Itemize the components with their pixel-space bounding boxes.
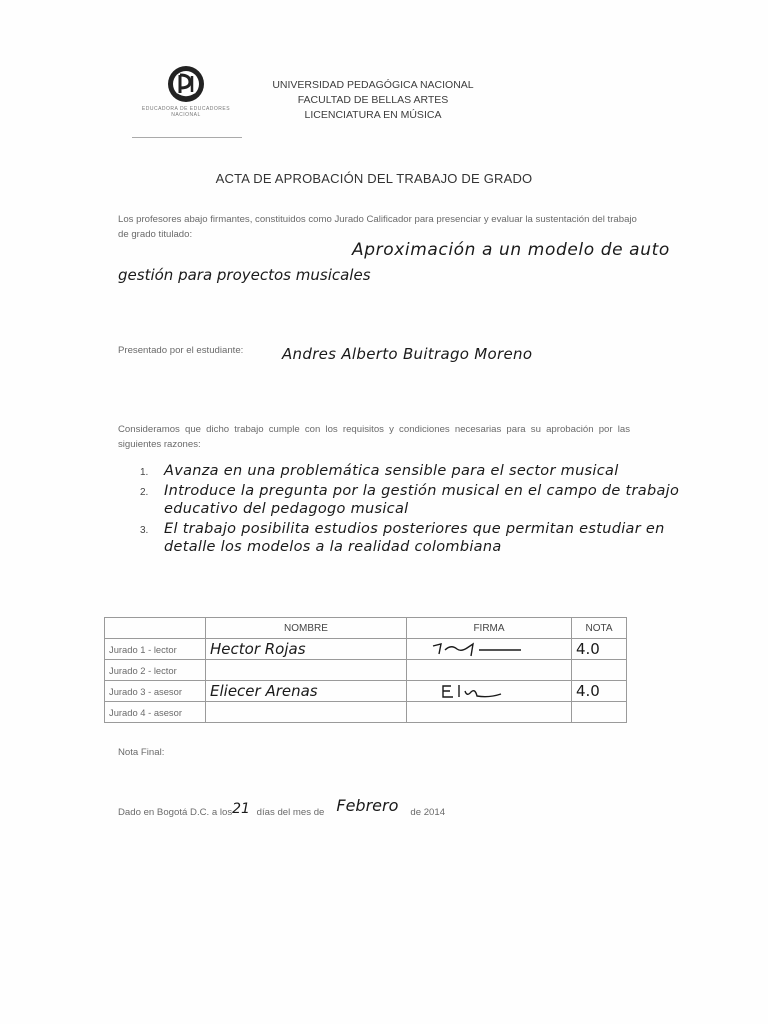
table-row [105,639,627,660]
date-day: 21 [232,801,250,817]
program-name: LICENCIATURA EN MÚSICA [304,109,442,121]
reasons-intro: Consideramos que dicho trabajo cumple con los requisitos y condiciones necesarias para su aprobación por las siguientes razones: [118,424,630,450]
table-header-row [105,618,627,639]
university-name: UNIVERSIDAD PEDAGÓGICA NACIONAL [272,79,474,91]
column-header-grade: NOTA [572,618,627,639]
date-middle: días del mes de [256,807,325,818]
jury-name [206,660,407,681]
table-row [105,702,627,723]
reason-text: El trabajo posibilita estudios posteriores que permitan estudiar en detalle los modelos a la realidad colombiana [164,521,665,555]
document-title: ACTA DE APROBACIÓN DEL TRABAJO DE GRADO [215,171,533,186]
jury-role: Jurado 4 - asesor [105,702,206,723]
final-grade-label: Nota Final: [118,747,165,758]
thesis-title-line2: gestión para proyectos musicales [118,266,371,284]
faculty-name: FACULTAD DE BELLAS ARTES [297,94,449,106]
intro-paragraph: Los profesores abajo firmantes, constituidos como Jurado Calificador para presenciar y evaluar la sustentación del trabajo de grado titulado: [118,214,637,240]
jury-grade [572,660,627,681]
institution-header [258,78,488,123]
reason-text: Introduce la pregunta por la gestión musical en el campo de trabajo educativo del pedagogo musical [164,483,680,517]
list-item [140,482,680,518]
jury-grade [572,702,627,723]
list-item [140,462,680,480]
jury-signature [407,702,572,723]
student-label: Presentado por el estudiante: [118,345,244,356]
reason-number: 2. [140,487,149,498]
date-line [118,796,446,819]
table-row [105,681,627,702]
signature-mark [429,640,549,658]
student-name: Andres Alberto Buitrago Moreno [282,345,533,363]
jury-role: Jurado 1 - lector [105,639,206,660]
column-header-role [105,618,206,639]
jury-name: Hector Rojas [206,639,407,660]
jury-table [104,617,627,723]
university-logo [132,64,240,118]
reasons-list [140,462,680,556]
jury-grade: 4.0 [572,639,627,660]
signature-mark [429,682,549,700]
jury-name: Eliecer Arenas [206,681,407,702]
date-month: Febrero [336,796,399,815]
logo-caption: EDUCADORA DE EDUCADORES NACIONAL [141,106,231,118]
jury-role: Jurado 3 - asesor [105,681,206,702]
thesis-title-line1: Aproximación a un modelo de auto [352,240,670,260]
jury-signature [407,639,572,660]
date-prefix: Dado en Bogotá D.C. a los [118,807,233,818]
jury-name [206,702,407,723]
reason-number: 1. [140,467,149,478]
jury-grade: 4.0 [572,681,627,702]
date-suffix: de 2014 [410,807,446,818]
reason-number: 3. [140,525,149,536]
jury-signature [407,660,572,681]
jury-role: Jurado 2 - lector [105,660,206,681]
jury-signature [407,681,572,702]
table-row [105,660,627,681]
header-divider [132,137,242,138]
list-item [140,520,680,556]
column-header-signature: FIRMA [407,618,572,639]
column-header-name: NOMBRE [206,618,407,639]
reason-text: Avanza en una problemática sensible para el sector musical [164,463,619,479]
university-seal-icon [166,64,206,104]
